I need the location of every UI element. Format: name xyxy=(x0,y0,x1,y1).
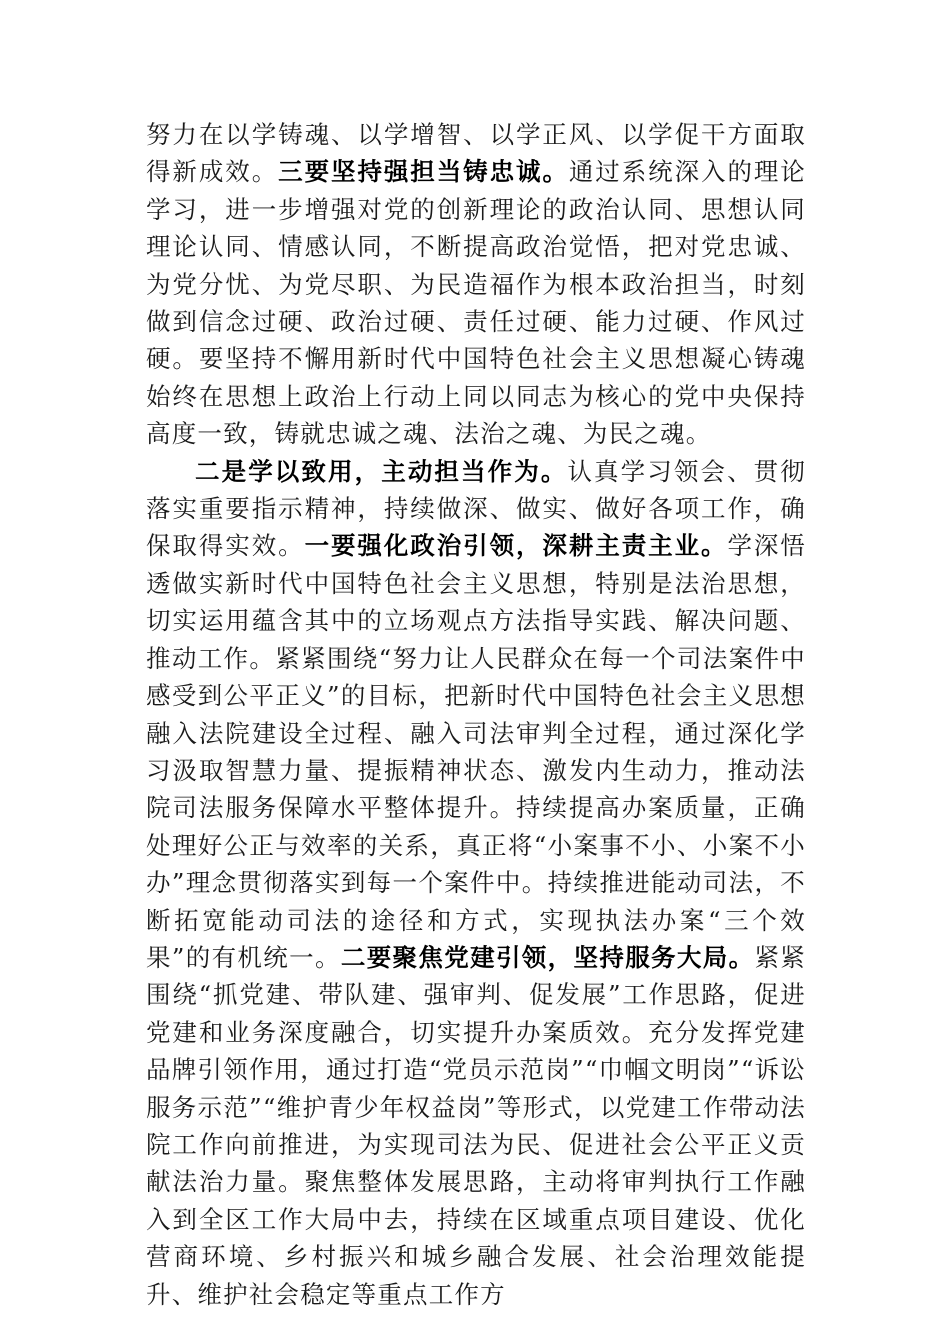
heading-three-strengthen-loyalty: 三要坚持强担当铸忠诚。 xyxy=(278,157,569,187)
paragraph-1 xyxy=(146,116,806,453)
paragraph-2 xyxy=(146,453,806,1313)
heading-one-political-leadership: 一要强化政治引领，深耕主责主业。 xyxy=(304,531,728,561)
paragraph-2-body-2: 紧紧围绕“抓党建、带队建、强审判、促发展”工作思路，促进党建和业务深度融合，切实提升办案质效。充分发挥党建品牌引领作用，通过打造“党员示范岗”“巾帼文明岗”“诉讼服务示范”“维护青少年权益岗”等形式，以党建工作带动法院工作向前推进，为实现司法为民、促进社会公平正义贡献法治力量。聚焦整体发展思路，主动将审判执行工作融入到全区工作大局中去，持续在区域重点项目建设、优化营商环境、乡村振兴和城乡融合发展、社会治理效能提升、维护社会稳定等重点工作方 xyxy=(146,942,807,1309)
heading-two-apply-learning: 二是学以致用，主动担当作为。 xyxy=(195,456,568,486)
paragraph-1-text: 努力在以学铸魂、以学增智、以学正风、以学促干方面取得新成效。 xyxy=(146,120,806,187)
document-body xyxy=(146,116,806,1313)
heading-two-party-building: 二要聚焦党建引领，坚持服务大局。 xyxy=(340,942,755,972)
paragraph-2-intro: 认真学习领会、贯彻落实重要指示精神，持续做深、做实、做好各项工作，确保取得实效。 xyxy=(146,456,806,561)
paragraph-1-body: 通过系统深入的理论学习，进一步增强对党的创新理论的政治认同、思想认同理论认同、情感认同，不断提高政治觉悟，把对党忠诚、为党分忧、为党尽职、为民造福作为根本政治担当，时刻做到信念过硬、政治过硬、责任过硬、能力过硬、作风过硬。要坚持不懈用新时代中国特色社会主义思想凝心铸魂始终在思想上政治上行动上同以同志为核心的党中央保持高度一致，铸就忠诚之魂、法治之魂、为民之魂。 xyxy=(146,157,807,449)
paragraph-2-body-1: 学深悟透做实新时代中国特色社会主义思想，特别是法治思想，切实运用蕴含其中的立场观点方法指导实践、解决问题、推动工作。紧紧围绕“努力让人民群众在每一个司法案件中感受到公平正义”的目标，把新时代中国特色社会主义思想融入法院建设全过程、融入司法审判全过程，通过深化学习汲取智慧力量、提振精神状态、激发内生动力，推动法院司法服务保障水平整体提升。持续提高办案质量，正确处理好公正与效率的关系，真正将“小案事不小、小案不小办”理念贯彻落实到每一个案件中。持续推进能动司法，不断拓宽能动司法的途径和方式，实现执法办案“三个效果”的有机统一。 xyxy=(146,531,806,972)
